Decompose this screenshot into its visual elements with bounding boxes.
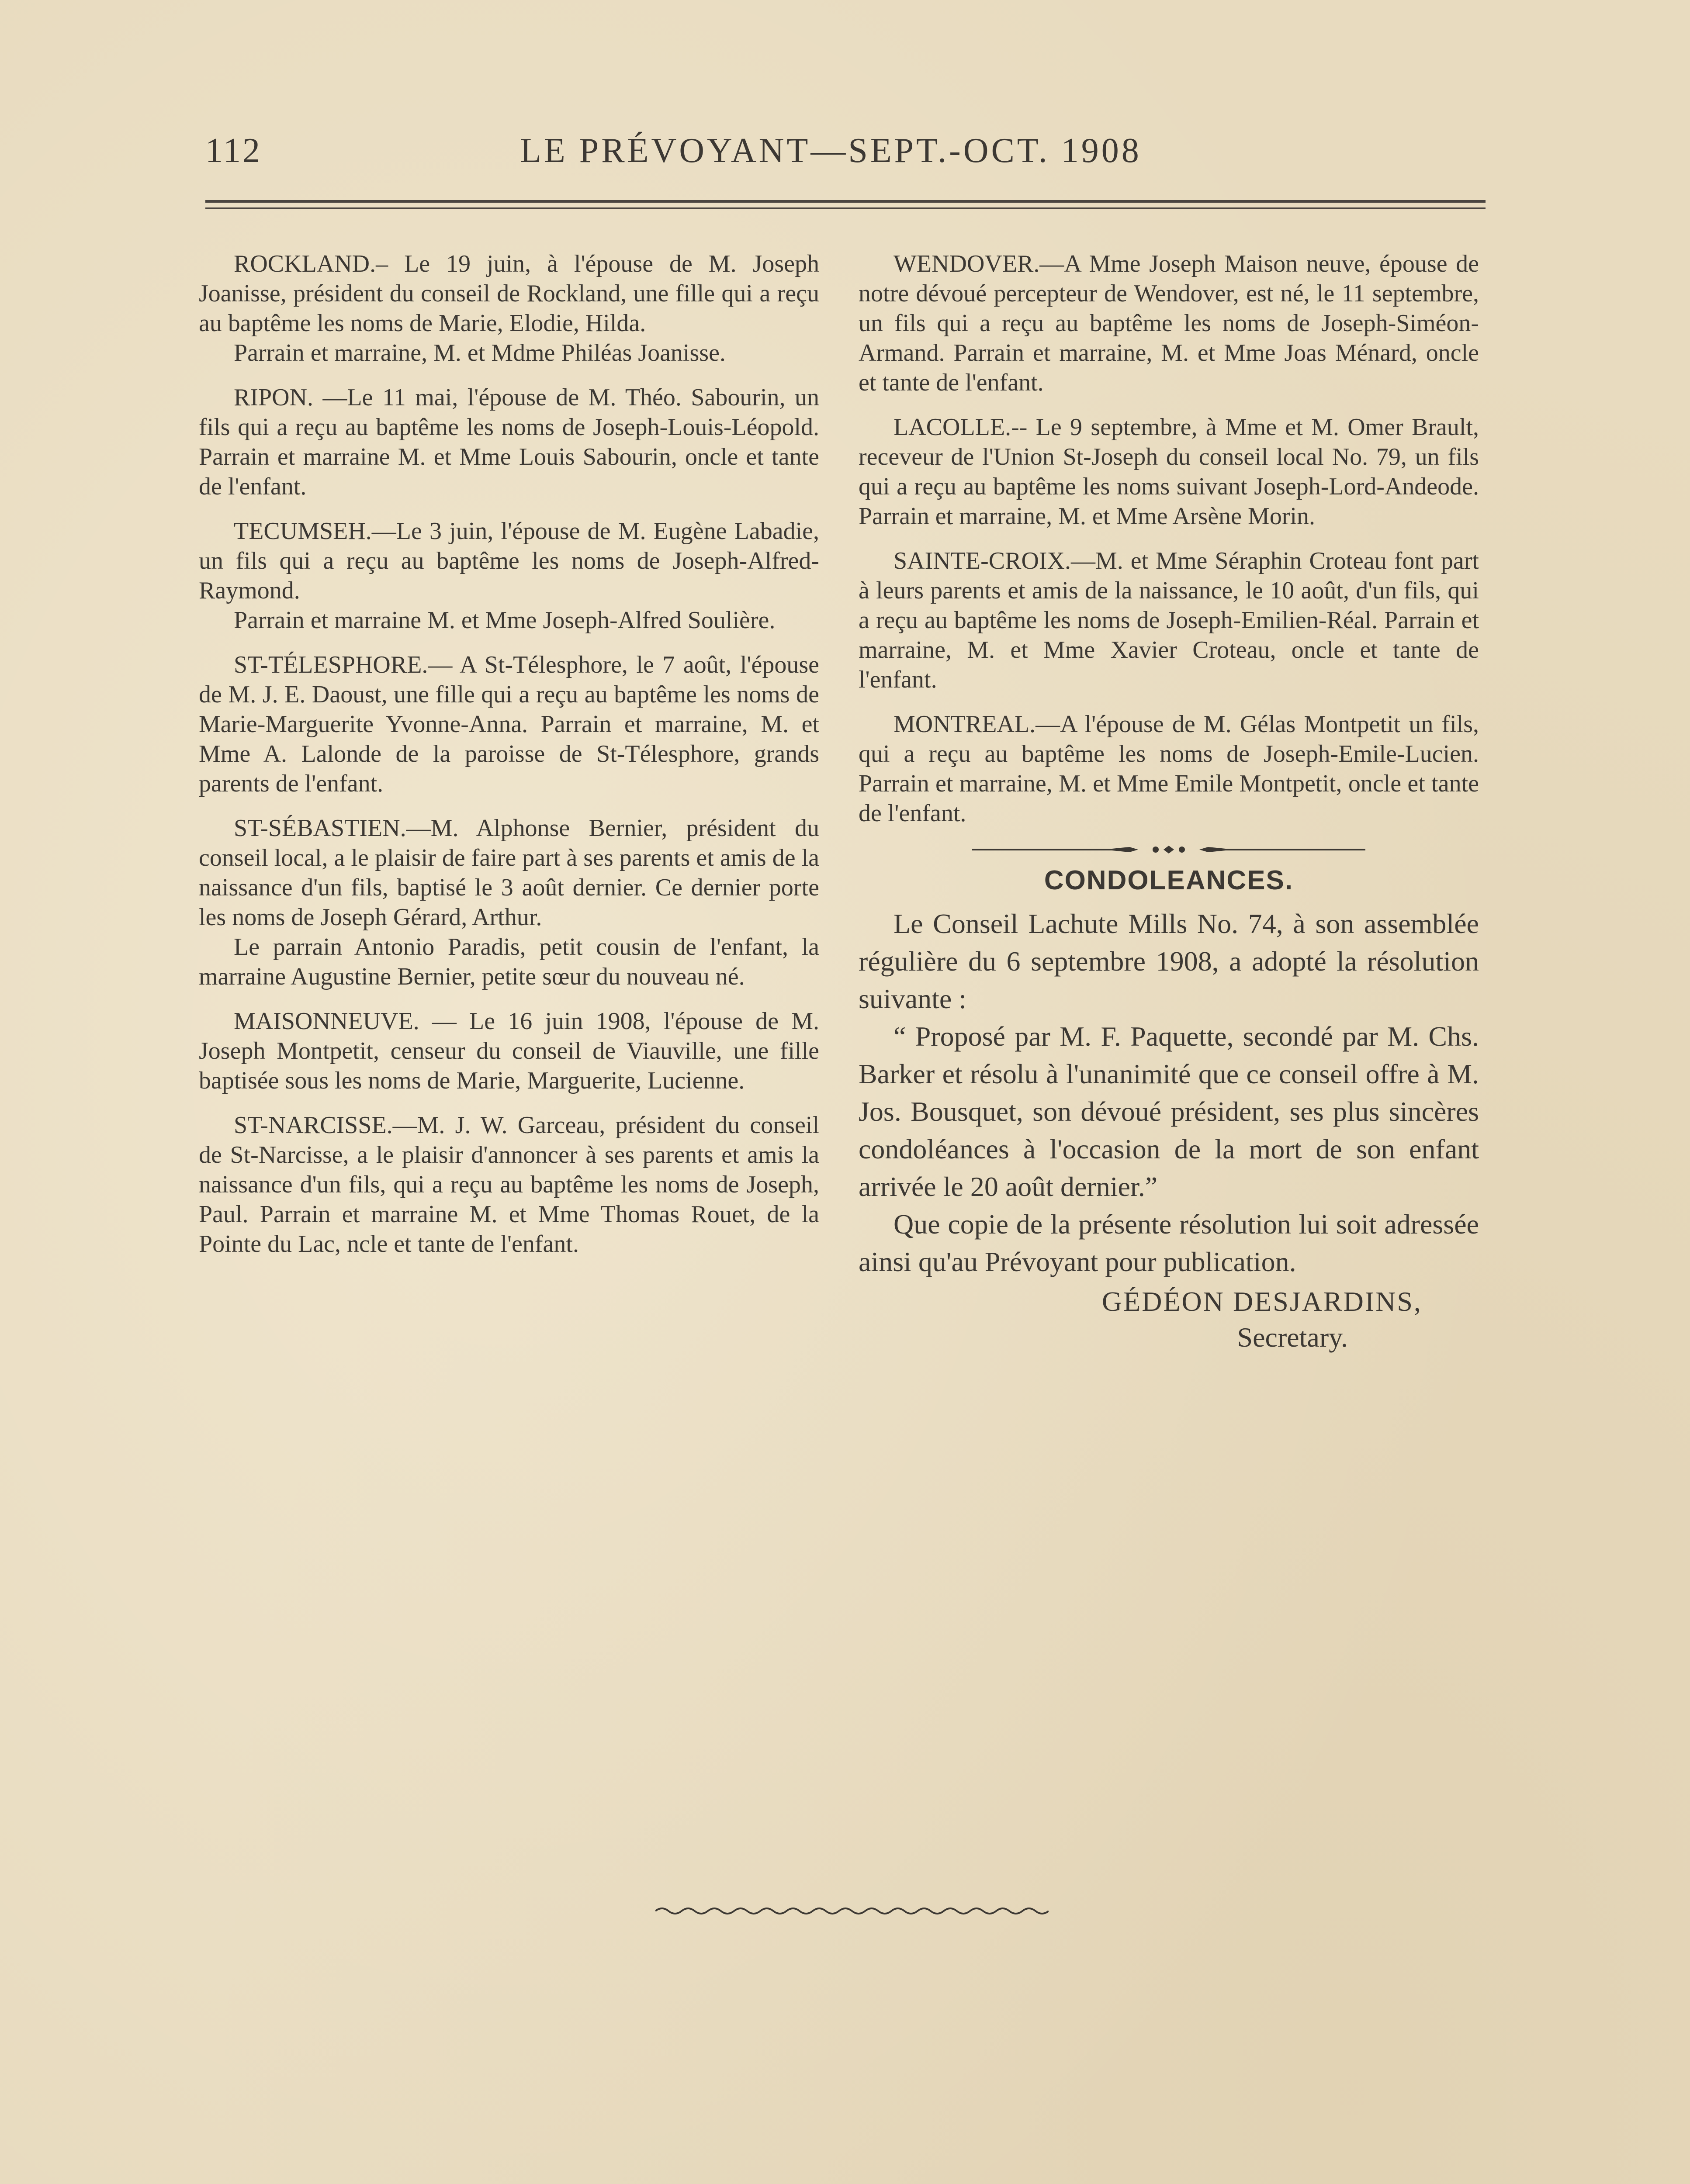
notice-paragraph: WENDOVER.—A Mme Joseph Maison neuve, épouse de notre dévoué percepteur de Wendover, est né, le 11 septembre, un fils qui a reçu au baptême les noms de Joseph-Siméon-Armand. Parrain et marraine, M. et Mme Joas Ménard, oncle et tante de l'enfant. (859, 250, 1479, 396)
birth-notice-ripon (199, 383, 819, 501)
notice-paragraph: ROCKLAND.– Le 19 juin, à l'épouse de M. Joseph Joanisse, président du conseil de Rockland, une fille qui a reçu au baptême les noms de Marie, Elodie, Hilda. (199, 250, 819, 337)
header-rule-thin (205, 207, 1486, 209)
notice-paragraph: Parrain et marraine, M. et Mdme Philéas Joanisse. (234, 339, 726, 366)
running-title: LE PRÉVOYANT—SEPT.-OCT. 1908 (520, 131, 1142, 170)
notice-paragraph: MONTREAL.—A l'épouse de M. Gélas Montpetit un fils, qui a reçu au baptême les noms de Joseph-Emile-Lucien. Parrain et marraine, M. et Mme Emile Montpetit, oncle et tante de l'enfant. (859, 711, 1479, 827)
birth-notice-maisonneuve (199, 1006, 819, 1095)
right-column (859, 249, 1479, 1355)
birth-notice-st-narcisse (199, 1110, 819, 1259)
left-column (199, 249, 819, 1274)
condoleances-title: CONDOLEANCES. (1044, 865, 1294, 895)
page-header (205, 131, 1486, 183)
signature-role: Secretary. (1237, 1322, 1348, 1353)
birth-notice-st-sebastien (199, 813, 819, 992)
notice-paragraph: Parrain et marraine M. et Mme Joseph-Alfred Soulière. (234, 607, 776, 634)
condoleances-body (859, 905, 1479, 1281)
page-number: 112 (205, 131, 262, 170)
signature-name: GÉDÉON DESJARDINS, (1101, 1286, 1422, 1317)
notice-paragraph: SAINTE-CROIX.—M. et Mme Séraphin Croteau font part à leurs parents et amis de la naissance, le 10 août, d'un fils, qui a reçu au baptême les noms de Joseph-Emilien-Réal. Parrain et marraine, M. et Mme Xavier Croteau, oncle et tante de l'enfant. (859, 547, 1479, 693)
notice-paragraph: TECUMSEH.—Le 3 juin, l'épouse de M. Eugène Labadie, un fils qui a reçu au baptême les noms de Joseph-Alfred-Raymond. (199, 518, 819, 604)
wavy-divider-ornament (655, 1904, 1049, 1918)
notice-paragraph: MAISONNEUVE. — Le 16 juin 1908, l'épouse de M. Joseph Montpetit, censeur du conseil de Viauville, une fille baptisée sous les noms de Marie, Marguerite, Lucienne. (199, 1008, 819, 1094)
notice-paragraph: ST-TÉLESPHORE.— A St-Télesphore, le 7 août, l'épouse de M. J. E. Daoust, une fille qui a reçu au baptême les noms de Marie-Marguerite Yvonne-Anna. Parrain et marraine, M. et Mme A. Lalonde de la paroisse de St-Télesphore, grands parents de l'enfant. (199, 651, 819, 797)
birth-notice-montreal (859, 709, 1479, 828)
notice-paragraph: ST-NARCISSE.—M. J. W. Garceau, président du conseil de St-Narcisse, a le plaisir d'annoncer à ses parents et amis la naissance d'un fils, qui a reçu au baptême les noms de Joseph, Paul. Parrain et marraine M. et Mme Thomas Rouet, de la Pointe du Lac, ncle et tante de l'enfant. (199, 1112, 819, 1258)
birth-notice-wendover (859, 249, 1479, 397)
condoleances-paragraph: Le Conseil Lachute Mills No. 74, à son assemblée régulière du 6 septembre 1908, a adopté la résolution suivante : (859, 908, 1479, 1014)
header-rule-thick (205, 200, 1486, 203)
condoleances-paragraph: “ Proposé par M. F. Paquette, secondé par M. Chs. Barker et résolu à l'unanimité que ce conseil offre à M. Jos. Bousquet, son dévoué président, ses plus sincères condoléances à l'occasion de la mort de son enfant arrivée le 20 août dernier.” (859, 1021, 1479, 1202)
notice-paragraph: ST-SÉBASTIEN.—M. Alphonse Bernier, président du conseil local, a le plaisir de faire part à ses parents et amis de la naissance d'un fils, baptisé le 3 août dernier. Ce dernier porte les noms de Joseph Gérard, Arthur. (199, 815, 819, 931)
birth-notice-tecumseh (199, 516, 819, 635)
condoleances-paragraph: Que copie de la présente résolution lui soit adressée ainsi qu'au Prévoyant pour publication. (859, 1209, 1479, 1277)
birth-notice-lacolle (859, 412, 1479, 531)
birth-notice-rockland (199, 249, 819, 368)
birth-notice-sainte-croix (859, 546, 1479, 695)
notice-paragraph: RIPON. —Le 11 mai, l'épouse de M. Théo. Sabourin, un fils qui a reçu au baptême les noms de Joseph-Louis-Léopold. Parrain et marraine M. et Mme Louis Sabourin, oncle et tante de l'enfant. (199, 384, 819, 500)
birth-notice-st-telesphore (199, 650, 819, 798)
notice-paragraph: LACOLLE.-- Le 9 septembre, à Mme et M. Omer Brault, receveur de l'Union St-Joseph du conseil local No. 79, un fils qui a reçu au baptême les noms suivant Joseph-Lord-Andeode. Parrain et marraine, M. et Mme Arsène Morin. (859, 414, 1479, 530)
section-divider-ornament (972, 843, 1365, 856)
notice-paragraph: Le parrain Antonio Paradis, petit cousin de l'enfant, la marraine Augustine Bernier, petite sœur du nouveau né. (199, 933, 819, 990)
